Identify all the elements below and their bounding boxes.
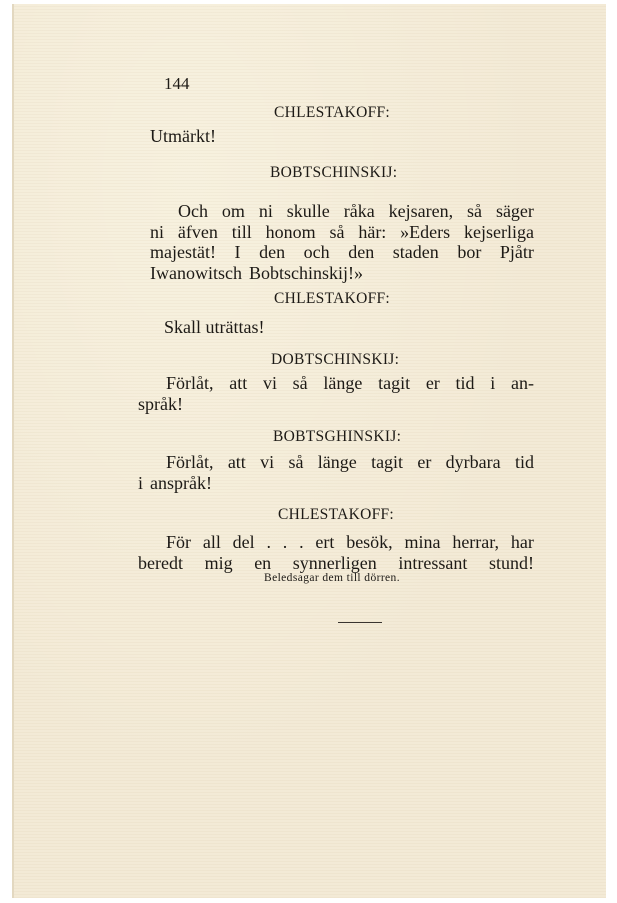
word: äfven: [177, 221, 218, 242]
word: »Eders: [400, 221, 451, 242]
speaker-name: CHLESTAKOFF:: [278, 506, 395, 523]
speech-line: [138, 553, 534, 574]
book-page: [12, 4, 606, 898]
speech-line: Skall uträttas!: [164, 317, 265, 337]
word: .: [282, 532, 288, 552]
word: tagit: [371, 452, 404, 472]
speaker-name: CHLESTAKOFF:: [274, 104, 391, 121]
speech-line: [138, 452, 534, 473]
word: här:: [358, 221, 387, 242]
word: staden: [392, 242, 439, 262]
word: länge: [317, 452, 357, 472]
speech-line: [150, 263, 534, 284]
word: Och: [178, 201, 208, 221]
word: ert: [315, 532, 335, 552]
word: skulle: [286, 201, 330, 221]
speech-line: [138, 394, 522, 415]
word: mig: [204, 552, 233, 573]
word: intressant: [398, 552, 468, 573]
word: er: [417, 452, 432, 472]
word: så: [329, 221, 345, 242]
word: vi: [260, 452, 275, 472]
word: Bobtschinskij!»: [248, 262, 363, 283]
word: dyrbara: [445, 452, 501, 472]
word: stund!: [488, 552, 534, 573]
speech-line: Utmärkt!: [150, 126, 216, 146]
word: honom: [265, 221, 316, 242]
word: tid: [455, 373, 475, 393]
word: .: [266, 532, 271, 552]
word: an-: [510, 373, 534, 393]
speech-line: [150, 242, 534, 263]
word: Förlåt,: [166, 452, 214, 472]
word: i: [138, 472, 144, 493]
speech: [164, 317, 548, 338]
word: tid: [514, 452, 534, 472]
word: del: [232, 532, 255, 552]
word: att: [227, 452, 246, 472]
word: Iwanowitsch: [150, 262, 242, 283]
word: all: [202, 532, 221, 552]
word: Pjåtr: [499, 242, 534, 262]
word: Förlåt,: [166, 373, 214, 393]
word: råka: [343, 201, 375, 221]
word: om: [221, 201, 245, 221]
word: länge: [323, 373, 363, 393]
speech: [150, 201, 534, 283]
word: till: [231, 221, 252, 242]
word: och: [303, 242, 330, 262]
word: ni: [258, 201, 273, 221]
word: språk!: [138, 393, 183, 414]
word: I: [234, 242, 241, 262]
stage-direction: Beledsagar dem till dörren.: [264, 572, 400, 584]
word: den: [259, 242, 286, 262]
speaker-name: BOBTSCHINSKIJ:: [270, 164, 398, 181]
word: så: [467, 201, 483, 221]
speech-line: [138, 373, 534, 394]
word: i: [490, 373, 496, 393]
word: att: [229, 373, 248, 393]
speaker-name: CHLESTAKOFF:: [274, 290, 391, 307]
speech: [138, 452, 534, 493]
word: För: [166, 532, 192, 552]
word: så: [288, 452, 304, 472]
word: majestät!: [150, 242, 216, 262]
speech-line: [150, 201, 534, 222]
word: en: [254, 552, 272, 573]
speech: [138, 532, 534, 573]
word: herrar,: [452, 532, 500, 552]
speaker-name: BOBTSGHINSKIJ:: [273, 428, 402, 445]
speech-line: [138, 473, 522, 494]
page-number: 144: [164, 74, 190, 93]
word: så: [292, 373, 308, 393]
section-rule: [338, 622, 382, 623]
word: vi: [262, 373, 277, 393]
word: mina: [404, 532, 441, 552]
word: kejserliga: [464, 221, 534, 242]
word: beredt: [138, 552, 183, 573]
speech: [138, 373, 534, 414]
word: ni: [150, 221, 165, 242]
word: besök,: [346, 532, 393, 552]
speech-line: [138, 532, 534, 553]
word: den: [348, 242, 375, 262]
speech-line: [150, 222, 534, 243]
speaker-name: DOBTSCHINSKIJ:: [271, 351, 400, 368]
word: er: [425, 373, 440, 393]
word: tagit: [378, 373, 411, 393]
speech: [150, 126, 534, 147]
word: .: [299, 532, 304, 552]
word: synnerligen: [292, 552, 377, 573]
word: bor: [457, 242, 482, 262]
word: kejsaren,: [388, 201, 454, 221]
word: har: [510, 532, 534, 552]
word: anspråk!: [150, 472, 212, 493]
word: säger: [495, 201, 534, 221]
